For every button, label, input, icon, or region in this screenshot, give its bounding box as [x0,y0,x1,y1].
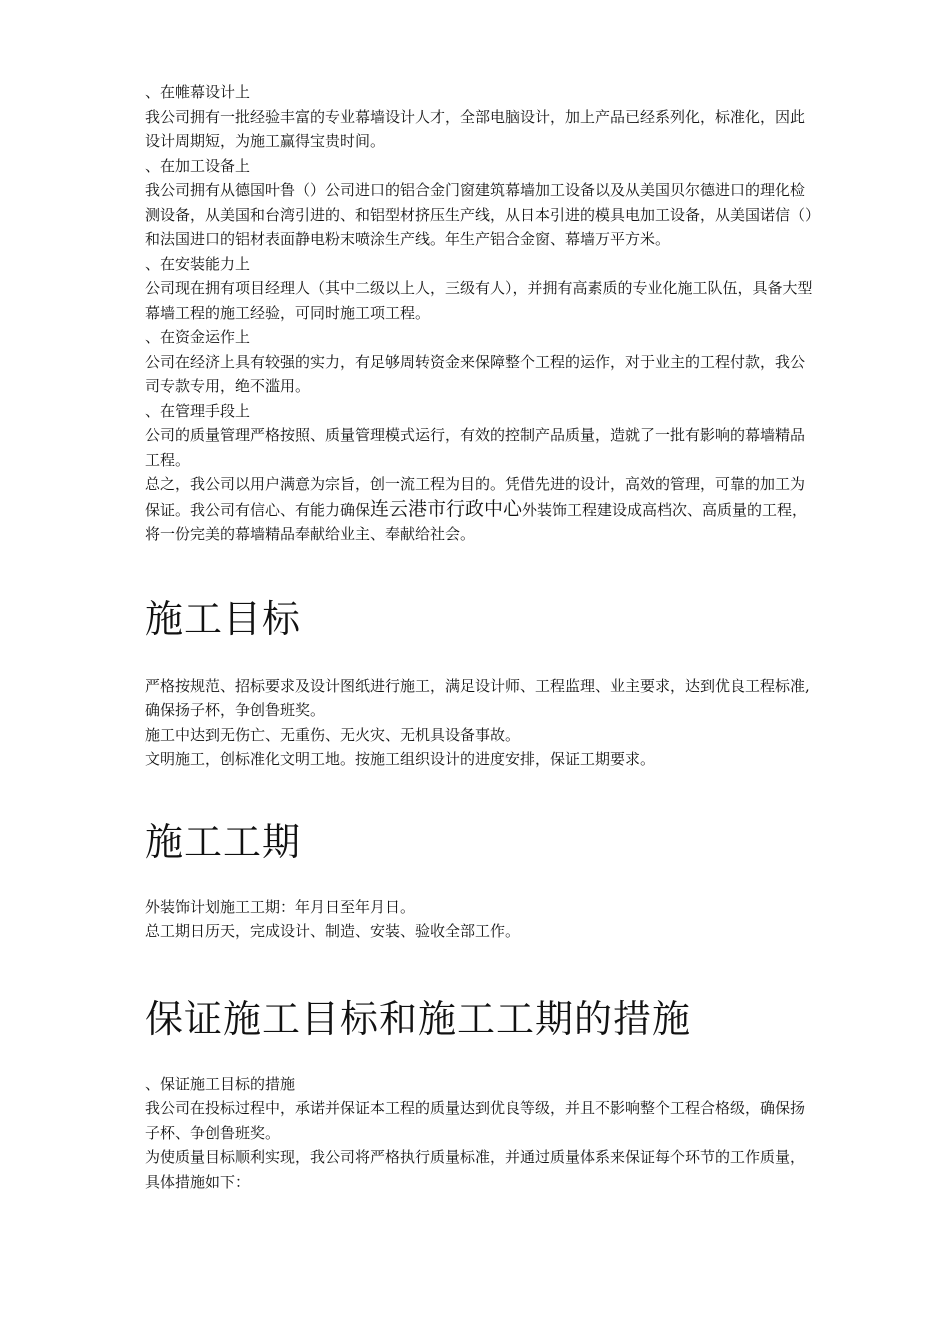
section-heading: 、在加工设备上 [145,156,251,175]
section-heading: 、在帷幕设计上 [145,83,251,101]
section-paragraph: 公司现在拥有项目经理人（其中二级以上人，三级有人），并拥有高素质的专业化施工队伍，具备大型幕墙工程的施工经验，可同时施工项工程。 [145,279,813,322]
summary-text-start: 总之，我公司以用户满意为宗旨，创一流工程为目的。凭借先进的设计，高效的管理，可靠的加工为保证。我公司有信心、有能力确保 [145,475,806,519]
summary-paragraph [145,472,815,547]
section-paragraph: 我公司拥有一批经验丰富的专业幕墙设计人才，全部电脑设计，加上产品已经系列化，标准化，因此设计周期短，为施工赢得宝贵时间。 [145,107,806,150]
section-paragraph: 我公司拥有从德国叶鲁（）公司进口的铝合金门窗建筑幕墙加工设备以及从美国贝尔德进口的理化检测设备，从美国和台湾引进的、和铝型材挤压生产线，从日本引进的模具电加工设备，从美国诺信（）和法国进口的铝材表面静电粉末喷涂生产线。年生产铝合金窗、幕墙万平方米。 [145,181,813,248]
measures-line: 我公司在投标过程中，承诺并保证本工程的质量达到优良等级，并且不影响整个工程合格级，确保扬子杯、争创鲁班奖。 [145,1099,806,1142]
goal-line: 严格按规范、招标要求及设计图纸进行施工，满足设计师、工程监理、业主要求，达到优良工程标准,确保扬子杯，争创鲁班奖。 [145,676,810,719]
section-paragraph: 公司在经济上具有较强的实力，有足够周转资金来保障整个工程的运作，对于业主的工程付款，我公司专款专用，绝不滥用。 [145,352,806,395]
period-line: 总工期日历天，完成设计、制造、安装、验收全部工作。 [145,922,521,940]
goal-line: 施工中达到无伤亡、无重伤、无火灾、无机具设备事故。 [145,725,521,744]
goal-line: 文明施工，创标准化文明工地。按施工组织设计的进度安排，保证工期要求。 [145,750,656,768]
section-heading: 、在管理手段上 [145,401,251,420]
heading-construction-period: 施工工期 [145,819,302,864]
section-heading: 、在安装能力上 [145,254,251,273]
period-line: 外装饰计划施工工期：年月日至年月日。 [145,897,416,916]
heading-construction-goal: 施工目标 [145,596,302,641]
section-heading: 、在资金运作上 [145,328,251,346]
heading-guarantee-measures: 保证施工目标和施工工期的措施 [145,996,692,1041]
measures-line: 为使质量目标顺利实现，我公司将严格执行质量标准，并通过质量体系来保证每个环节的工作质量，具体措施如下： [145,1148,806,1191]
section-paragraph: 公司的质量管理严格按照、质量管理模式运行，有效的控制产品质量，造就了一批有影响的幕墙精品工程。 [145,426,806,469]
summary-text-end: 外装饰工程建设成高档次、高质量的工程，将一份完美的幕墙精品奉献给业主、奉献给社会。 [145,500,808,543]
project-name: 连云港市行政中心 [370,497,523,520]
document-page [145,80,815,1194]
measures-line: 、保证施工目标的措施 [145,1074,296,1093]
